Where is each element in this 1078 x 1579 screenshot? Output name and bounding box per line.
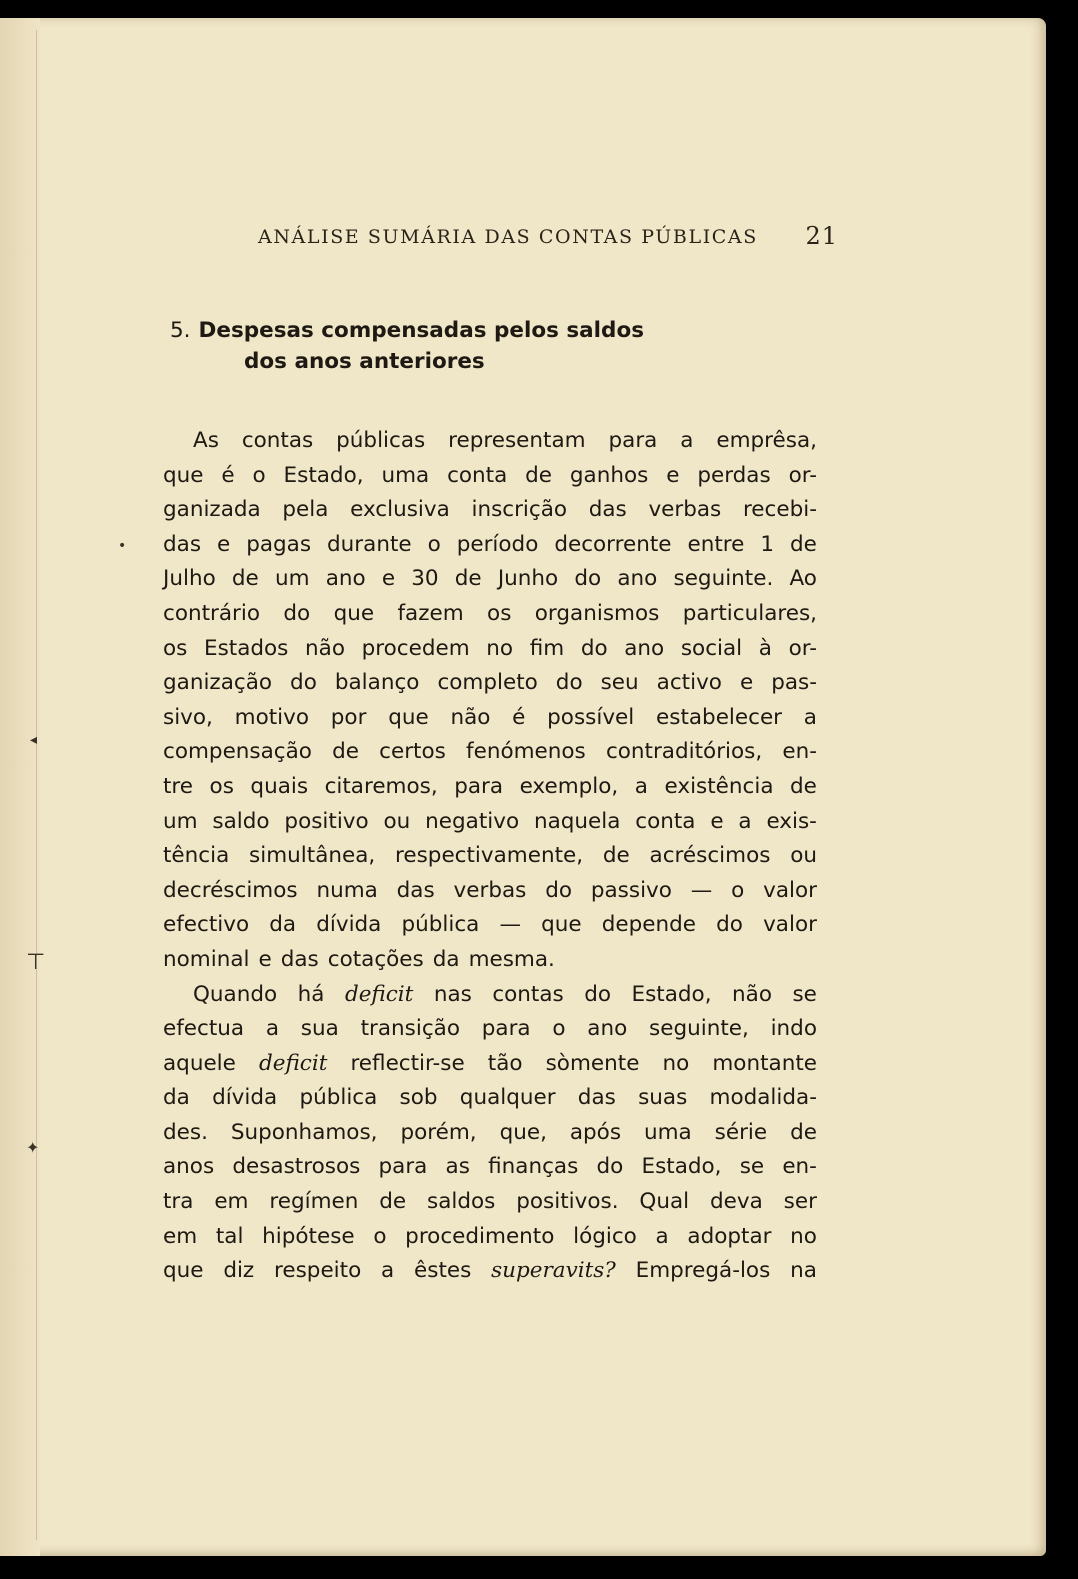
word: qualquer xyxy=(459,1085,556,1111)
word: os xyxy=(163,635,188,661)
word: cotações xyxy=(327,946,424,972)
word: efectua xyxy=(163,1016,245,1042)
section-title-line2: dos anos anteriores xyxy=(244,349,485,374)
page-gutter xyxy=(0,18,40,1556)
word: de xyxy=(454,566,482,592)
word: do xyxy=(596,1154,624,1180)
word: dívida xyxy=(316,912,382,938)
word: da xyxy=(163,1085,190,1111)
word: contraditórios, xyxy=(605,739,763,765)
word: existência xyxy=(664,773,774,799)
text-line xyxy=(163,1254,817,1289)
word: transição xyxy=(360,1016,460,1042)
text-line xyxy=(163,562,817,597)
word: citaremos, xyxy=(324,773,438,799)
word: tão xyxy=(487,1050,523,1076)
word: numa xyxy=(316,877,378,903)
running-head-title: ANÁLISE SUMÁRIA DAS CONTAS PÚBLICAS xyxy=(258,226,758,248)
word: diz xyxy=(223,1258,255,1284)
word: suas xyxy=(638,1085,688,1111)
word: das xyxy=(588,497,627,523)
word: para xyxy=(454,773,504,799)
text-line xyxy=(163,1220,817,1255)
word: na xyxy=(790,1258,817,1284)
word: de xyxy=(790,773,817,799)
word: que, xyxy=(499,1119,547,1145)
word: das xyxy=(280,946,319,972)
word: no xyxy=(790,1223,817,1249)
word: para xyxy=(608,428,658,453)
word: ano xyxy=(624,635,665,661)
word: sua xyxy=(300,1016,339,1042)
word: do xyxy=(555,670,583,696)
word: saldo xyxy=(212,808,270,834)
word: do xyxy=(545,877,573,903)
word: entre xyxy=(687,531,745,557)
word: negativo xyxy=(425,808,520,834)
word: Empregá-los xyxy=(635,1258,771,1284)
text-line xyxy=(163,424,817,459)
word: o xyxy=(252,462,266,488)
word: Qual xyxy=(639,1189,690,1215)
word: por xyxy=(330,704,367,730)
word: anos xyxy=(163,1154,215,1180)
text-line xyxy=(163,1047,817,1082)
word: completo xyxy=(437,670,538,696)
word: exis- xyxy=(766,808,817,834)
word: simultânea, xyxy=(249,843,376,869)
word: nas xyxy=(433,981,472,1007)
word: activo xyxy=(656,670,722,696)
word: saldos xyxy=(427,1189,496,1215)
word: é xyxy=(221,462,235,488)
word: en- xyxy=(782,1154,817,1180)
word: que xyxy=(163,1258,204,1284)
word: há xyxy=(297,981,325,1007)
word: a xyxy=(265,1016,280,1042)
word: ano xyxy=(325,566,366,592)
margin-mark: ◂ xyxy=(30,732,38,748)
word: — xyxy=(499,912,521,938)
word: não xyxy=(305,635,345,661)
word: uma xyxy=(381,462,430,488)
word: de xyxy=(790,1119,817,1145)
word: Quando xyxy=(193,981,278,1007)
word xyxy=(345,978,413,1013)
word: positivos. xyxy=(516,1189,619,1215)
word: do xyxy=(290,670,317,696)
italic-word: deficit xyxy=(344,981,414,1007)
word: ganização xyxy=(163,670,273,696)
word: estabelecer xyxy=(656,704,783,730)
word: a xyxy=(381,1258,395,1284)
word: reflectir-se xyxy=(350,1050,465,1076)
word: e xyxy=(381,566,396,592)
word: tal xyxy=(215,1223,244,1249)
word: porém, xyxy=(400,1119,477,1145)
text-line xyxy=(163,874,817,909)
word: do xyxy=(584,981,612,1007)
word: exemplo, xyxy=(519,773,619,799)
word: efectivo xyxy=(163,912,250,938)
word: Julho xyxy=(163,566,216,592)
word: — xyxy=(690,877,713,903)
word: conta xyxy=(447,462,508,488)
word: não xyxy=(450,704,491,730)
word: seu xyxy=(600,670,639,696)
word: que xyxy=(541,912,582,938)
word: de xyxy=(231,566,259,592)
margin-mark: ✦ xyxy=(26,1138,40,1157)
word: Estados xyxy=(203,635,289,661)
word: perdas xyxy=(697,462,771,488)
word: da xyxy=(269,912,297,938)
word: 1 xyxy=(760,531,775,557)
word: a xyxy=(738,808,752,834)
word: des. xyxy=(163,1119,208,1145)
word: se xyxy=(739,1154,765,1180)
word: a xyxy=(680,428,694,453)
word: o xyxy=(731,877,745,903)
body-text xyxy=(163,424,817,1289)
word: aquele xyxy=(163,1050,236,1076)
word xyxy=(259,1047,327,1082)
text-line xyxy=(163,943,817,978)
word: procedem xyxy=(361,635,470,661)
word: regímen xyxy=(269,1189,359,1215)
word: do xyxy=(716,912,743,938)
word: motivo xyxy=(234,704,310,730)
word: nominal xyxy=(163,946,250,972)
word: êstes xyxy=(414,1258,472,1284)
word: en- xyxy=(782,739,817,765)
word: tra xyxy=(163,1189,194,1215)
word: à xyxy=(758,635,772,661)
word: recebi- xyxy=(742,497,817,523)
paragraph xyxy=(163,424,817,978)
word xyxy=(491,1254,616,1289)
word: tência xyxy=(163,843,230,869)
word: Suponhamos, xyxy=(230,1119,378,1145)
word: ganizada xyxy=(163,497,261,523)
word: pela xyxy=(282,497,329,523)
word: fim xyxy=(529,635,565,661)
word: hipótese xyxy=(262,1223,355,1249)
word: e xyxy=(258,946,272,972)
word: pagas xyxy=(246,531,312,557)
word: ganhos xyxy=(569,462,649,488)
word: um xyxy=(163,808,198,834)
section-title-line1: Despesas compensadas pelos saldos xyxy=(198,318,645,343)
text-line xyxy=(163,1012,817,1047)
word: ser xyxy=(783,1189,817,1215)
word: após xyxy=(569,1119,622,1145)
margin-mark: ⊤ xyxy=(26,950,46,975)
word: exclusiva xyxy=(350,497,450,523)
word: desastrosos xyxy=(232,1154,361,1180)
word: decorrente xyxy=(554,531,672,557)
word: valor xyxy=(763,912,817,938)
word: ano xyxy=(617,566,658,592)
word: que xyxy=(163,462,204,488)
word: as xyxy=(445,1154,470,1180)
word: de xyxy=(525,462,553,488)
word: do xyxy=(574,566,602,592)
word: possível xyxy=(547,704,635,730)
word: ou xyxy=(790,843,817,869)
text-line xyxy=(163,666,817,701)
word: valor xyxy=(763,877,817,903)
word: de xyxy=(332,739,359,765)
word: se xyxy=(792,981,817,1007)
word: a xyxy=(655,1223,669,1249)
word: um xyxy=(274,566,310,592)
word: depende xyxy=(601,912,697,938)
word: ano xyxy=(587,1016,628,1042)
word: modalida- xyxy=(709,1085,817,1111)
word: social xyxy=(680,635,743,661)
word: que xyxy=(388,704,429,730)
word: que xyxy=(333,600,375,626)
word: emprêsa, xyxy=(716,428,817,453)
word: positivo xyxy=(284,808,369,834)
word: mesma. xyxy=(468,946,555,972)
text-line xyxy=(163,597,817,632)
word: e xyxy=(666,462,680,488)
word: não xyxy=(732,981,772,1007)
word: é xyxy=(512,704,526,730)
word: or- xyxy=(788,635,817,661)
paragraph xyxy=(163,978,817,1289)
word: pas- xyxy=(771,670,817,696)
word: para xyxy=(481,1016,531,1042)
text-line xyxy=(163,1185,817,1220)
word: As xyxy=(193,428,219,453)
word: em xyxy=(214,1189,249,1215)
text-line xyxy=(163,528,817,563)
word: o xyxy=(552,1016,566,1042)
text-line xyxy=(163,839,817,874)
word: no xyxy=(662,1050,690,1076)
word: Estado, xyxy=(641,1154,722,1180)
word: sivo, xyxy=(163,704,213,730)
word: seguinte, xyxy=(649,1016,749,1042)
word: públicas xyxy=(336,428,426,453)
word: contrário xyxy=(163,600,261,626)
word: das xyxy=(163,531,202,557)
text-line xyxy=(163,1081,817,1116)
word: conta xyxy=(635,808,696,834)
word: e xyxy=(217,531,231,557)
word: lógico xyxy=(573,1223,637,1249)
word: e xyxy=(739,670,754,696)
page-fold-line xyxy=(36,30,37,1540)
word: do xyxy=(283,600,311,626)
word: no xyxy=(486,635,514,661)
word: dívida xyxy=(212,1085,278,1111)
word: adoptar xyxy=(687,1223,772,1249)
word: das xyxy=(577,1085,616,1111)
text-line xyxy=(163,493,817,528)
word: o xyxy=(427,531,441,557)
section-number: 5. xyxy=(170,318,191,343)
italic-word: deficit xyxy=(258,1050,328,1076)
text-line xyxy=(163,978,817,1013)
word: organismos xyxy=(534,600,660,626)
word: tre xyxy=(163,773,194,799)
word: quais xyxy=(250,773,309,799)
word: compensação xyxy=(163,739,312,765)
word: Estado, xyxy=(283,462,364,488)
word: da xyxy=(432,946,460,972)
section-heading xyxy=(170,315,644,377)
word: finanças xyxy=(488,1154,579,1180)
word: sòmente xyxy=(545,1050,640,1076)
word: contas xyxy=(241,428,314,453)
word: a xyxy=(803,704,817,730)
word: decréscimos xyxy=(163,877,298,903)
word: respeito xyxy=(274,1258,362,1284)
word: seguinte. xyxy=(673,566,774,592)
word: procedimento xyxy=(405,1223,555,1249)
word: os xyxy=(209,773,234,799)
word: Ao xyxy=(789,566,817,592)
word: os xyxy=(487,600,512,626)
word: or- xyxy=(788,462,817,488)
word: o xyxy=(373,1223,387,1249)
word: verbas xyxy=(648,497,722,523)
word: para xyxy=(378,1154,428,1180)
word: montante xyxy=(712,1050,817,1076)
word: de xyxy=(602,843,630,869)
word: certos xyxy=(379,739,446,765)
word: contas xyxy=(492,981,564,1007)
text-line xyxy=(163,908,817,943)
word: representam xyxy=(448,428,586,453)
margin-mark: • xyxy=(118,538,127,554)
word: verbas xyxy=(453,877,527,903)
word: e xyxy=(710,808,724,834)
word: a xyxy=(634,773,648,799)
word: naquela xyxy=(533,808,621,834)
word: de xyxy=(790,531,817,557)
italic-word: superavits? xyxy=(491,1258,616,1284)
word: acréscimos xyxy=(649,843,771,869)
word: respectivamente, xyxy=(395,843,584,869)
word: balanço xyxy=(334,670,420,696)
word: em xyxy=(163,1223,198,1249)
word: inscrição xyxy=(471,497,568,523)
word: pública xyxy=(401,912,480,938)
text-line xyxy=(163,1116,817,1151)
word: deva xyxy=(710,1189,763,1215)
word: fenómenos xyxy=(466,739,586,765)
text-line xyxy=(163,805,817,840)
word: das xyxy=(396,877,435,903)
word: uma xyxy=(643,1119,692,1145)
word: período xyxy=(456,531,539,557)
page-number: 21 xyxy=(805,222,838,250)
text-line xyxy=(163,459,817,494)
word: Junho xyxy=(497,566,559,592)
word: indo xyxy=(770,1016,817,1042)
text-line xyxy=(163,1150,817,1185)
text-line xyxy=(163,632,817,667)
word: do xyxy=(580,635,608,661)
word: Estado, xyxy=(631,981,712,1007)
word: durante xyxy=(327,531,412,557)
word: série xyxy=(714,1119,768,1145)
word: de xyxy=(379,1189,407,1215)
text-line xyxy=(163,701,817,736)
text-line xyxy=(163,770,817,805)
word: pública xyxy=(299,1085,378,1111)
word: passivo xyxy=(590,877,672,903)
text-line xyxy=(163,735,817,770)
word: ou xyxy=(383,808,411,834)
word: 30 xyxy=(411,566,439,592)
word: particulares, xyxy=(682,600,817,626)
word: fazem xyxy=(397,600,464,626)
word: sob xyxy=(399,1085,438,1111)
